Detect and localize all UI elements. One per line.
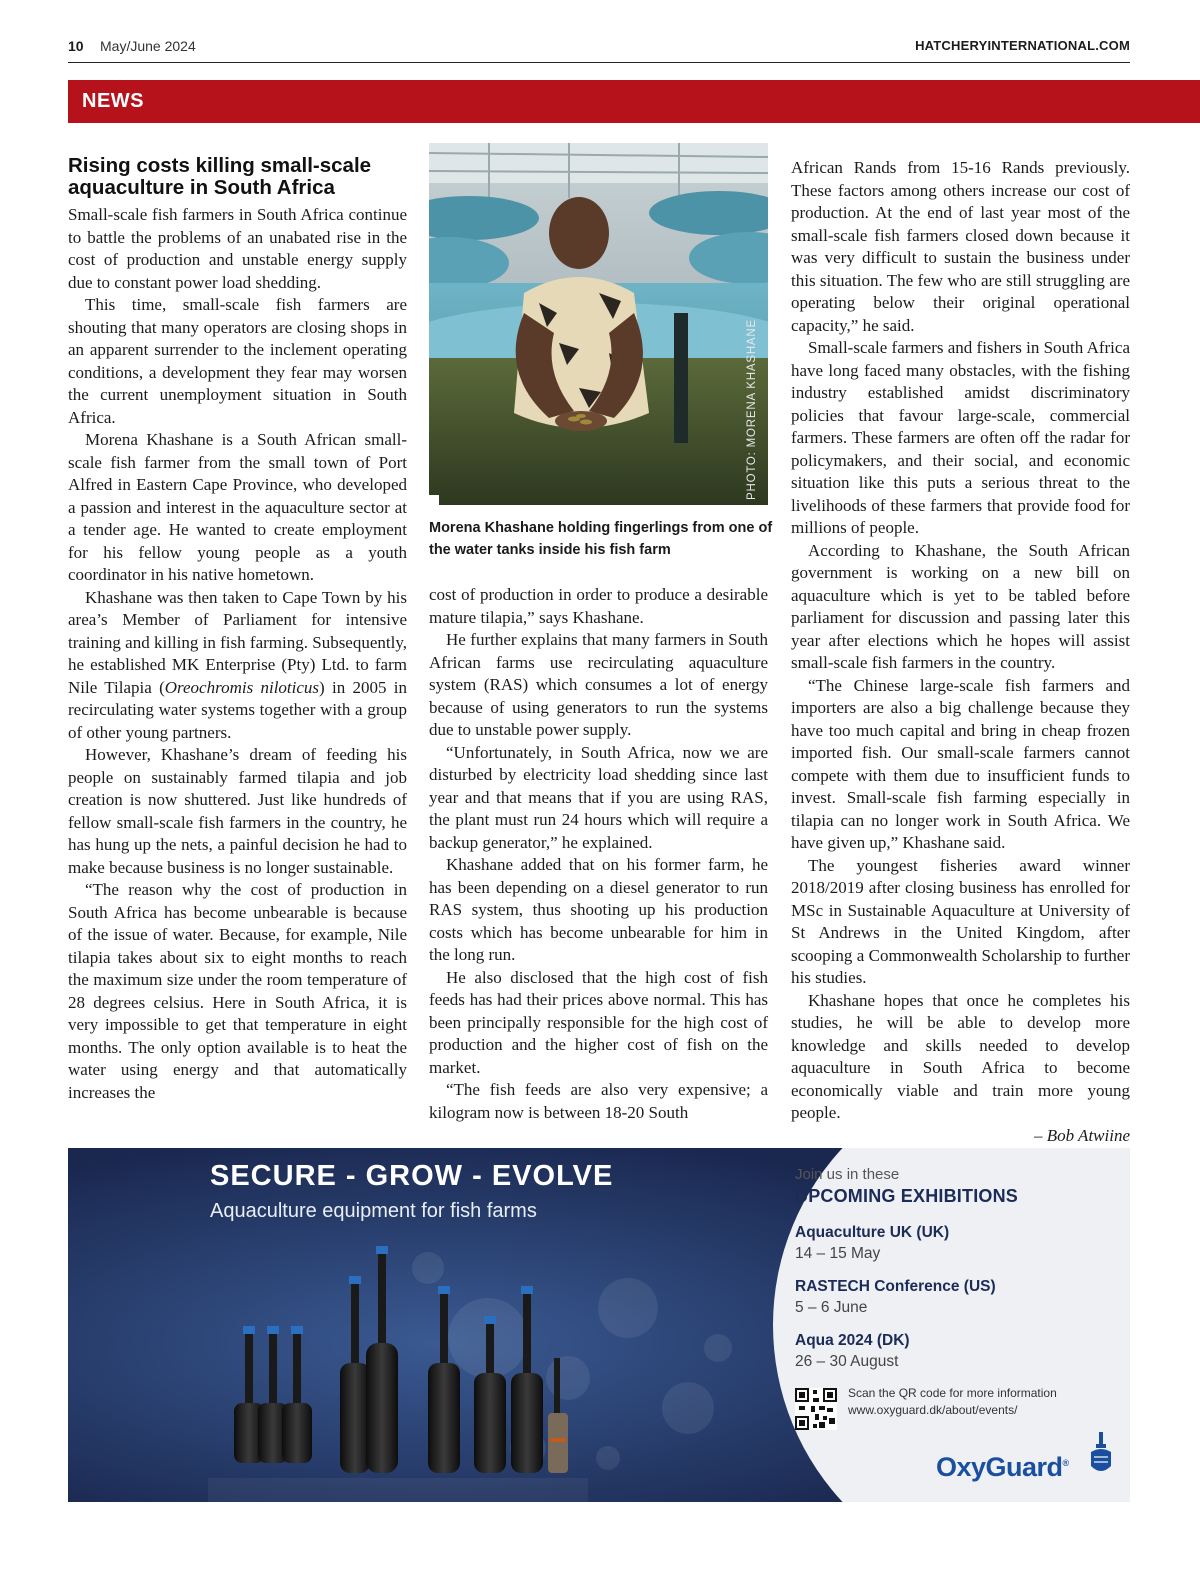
section-label: NEWS: [82, 90, 144, 112]
paragraph: “Unfortunately, in South Africa, now we are disturbed by electricity load shedding since last year and that means that if you are using RAS, the plant must run 24 hours which will require a backup generator,” he explained.: [429, 742, 768, 852]
paragraph: According to Khashane, the South African government is working on a new bill on aquaculture which is yet to be tabled before parliament for discussion and passing later this year after elections which he hopes will assist small-scale fish farmers in the country.: [791, 540, 1130, 672]
events-url-link[interactable]: www.oxyguard.dk/about/events/: [848, 1403, 1018, 1417]
paragraph: “The reason why the cost of production in South Africa has become unbearable is because of the issue of water. Because, for example, Nile tilapia takes about six to eight months to reach the maximum size under the room temperature of 28 degrees celsius. Here in South Africa, it is very impossible to get that temperature in eight months. The only option available is to heat the water using energy and that automatically increases the: [68, 880, 407, 1102]
registered-mark: ®: [1062, 1458, 1069, 1468]
article-column-3: [791, 157, 1130, 1147]
paragraph: However, Khashane’s dream of feeding his people on sustainably farmed tilapia and job creation is now shuttered. Just like hundreds of fellow small-scale fish farmers in the country, he has hung up the nets, a painful decision he had to make because business is no longer sustainable.: [68, 745, 407, 877]
qr-code-icon[interactable]: [795, 1388, 837, 1430]
event-name: Aqua 2024 (DK): [795, 1332, 910, 1349]
event-date: 5 – 6 June: [795, 1299, 868, 1316]
photo-caption: Morena Khashane holding fingerlings from one of the water tanks inside his fish farm: [429, 520, 773, 558]
paragraph: [68, 587, 407, 745]
paragraph: Morena Khashane is a South African small-scale fish farmer from the small town of Port Alfred in Eastern Cape Province, who developed a passion and interest in the aquaculture sector at a tender age. He wanted to create employment for his fellow young people as a youth coordinator in his native hometown.: [68, 430, 407, 584]
event-date: 14 – 15 May: [795, 1245, 881, 1262]
paragraph: African Rands from 15-16 Rands previously. These factors among others increase our cost of production. At the end of last year most of the small-scale fish farmers closed down because it was very difficult to sustain the business under this situation. The few who are still struggling are operating below their original operational capacity,” he said.: [791, 158, 1130, 335]
photo-credit: PHOTO: MORENA KHASHANE: [746, 319, 758, 500]
article-photo: [429, 143, 768, 505]
event-name: RASTECH Conference (US): [795, 1278, 996, 1295]
paragraph: Khashane hopes that once he completes his studies, he will be able to develop more knowledge and skills needed to develop aquaculture in South Africa to become economically viable and train more young people.: [791, 990, 1130, 1122]
qr-info: [848, 1385, 1057, 1419]
paragraph: This time, small-scale fish farmers are shouting that many operators are closing shops in an apparent surrender to the inclement operating conditions, a development they fear may worsen the current unemployment situation in South Africa.: [68, 295, 407, 427]
probe-drop-icon: [1088, 1432, 1114, 1474]
ad-title: SECURE - GROW - EVOLVE: [210, 1160, 614, 1192]
fish-farm-photo: [429, 143, 768, 505]
text-run: Khashane was then taken to Cape Town by his area’s Member of Parliament for intensive training and killing in fish farming. Subsequently, he established MK Enterprise (Pty) Ltd. to farm Nile Tilapia (: [68, 587, 407, 697]
oxyguard-logo[interactable]: [936, 1452, 1069, 1483]
header-rule: [68, 62, 1130, 63]
oxyguard-advertisement[interactable]: [68, 1148, 1130, 1502]
site-link[interactable]: HATCHERYINTERNATIONAL.COM: [915, 38, 1130, 53]
paragraph: “The Chinese large-scale fish farmers and importers are also a big challenge because they have too much capital and bring in cheap frozen imported fish. Our small-scale farmers cannot compete with them due to insufficient funds to invest. Small-scale fish farming especially in tilapia can no longer work in South Africa. We have given up,” Khashane said.: [791, 675, 1130, 852]
paragraph: He further explains that many farmers in South African farms use recirculating aquaculture system (RAS) which consumes a lot of energy because of using generators to run the systems due to unstable power supply.: [429, 630, 768, 739]
page-number: 10: [68, 38, 84, 54]
article-column-2: [429, 584, 768, 1124]
event-name: Aquaculture UK (UK): [795, 1224, 950, 1241]
section-banner: [68, 80, 1200, 123]
article-column-1: [68, 204, 407, 1104]
paragraph: The youngest fisheries award winner 2018/2019 after closing business has enrolled for MSc in Sustainable Aquaculture at University of St Andrews in the United Kingdom, after scooping a Commonwealth Scholarship to further his studies.: [791, 855, 1130, 987]
species-name: Oreochromis niloticus: [164, 677, 320, 697]
article-byline: – Bob Atwiine: [1033, 1125, 1130, 1145]
qr-instruction: Scan the QR code for more information: [848, 1386, 1057, 1400]
exhibitions-intro: Join us in these: [795, 1166, 900, 1183]
paragraph: cost of production in order to produce a desirable mature tilapia,” says Khashane.: [429, 585, 768, 627]
paragraph: Small-scale fish farmers in South Africa continue to battle the problems of an unabated rise in the cost of production and unstable energy supply due to constant power load shedding.: [68, 205, 407, 292]
paragraph: Small-scale farmers and fishers in South Africa have long faced many obstacles, with the fishing industry established amidst discriminatory policies that favour large-scale, commercial farmers. These farmers are often off the radar for policymakers, and their social, and economic situation like this puts a serious threat to the livelihoods of these farmers that provide food for millions of people.: [791, 338, 1130, 537]
issue-date: May/June 2024: [100, 38, 196, 54]
ad-subtitle: Aquaculture equipment for fish farms: [210, 1200, 537, 1222]
article-headline: Rising costs killing small-scale aquaculture in South Africa: [68, 154, 372, 199]
event-date: 26 – 30 August: [795, 1353, 899, 1370]
text-run: ) in 2005 in recirculating water systems together with a group of other young partners.: [68, 677, 408, 742]
brand-name: OxyGuard: [936, 1452, 1063, 1482]
paragraph: “The fish feeds are also very expensive; a kilogram now is between 18-20 South: [429, 1080, 768, 1122]
paragraph: Khashane added that on his former farm, he has been depending on a diesel generator to run RAS system, thus shooting up his production costs which has become unbearable for him in the long run.: [429, 855, 768, 964]
exhibitions-heading: UPCOMING EXHIBITIONS: [795, 1186, 1019, 1206]
paragraph: He also disclosed that the high cost of fish feeds has had their prices above normal. This has been principally responsible for the high cost of production and the higher cost of fish on the market.: [429, 967, 768, 1077]
